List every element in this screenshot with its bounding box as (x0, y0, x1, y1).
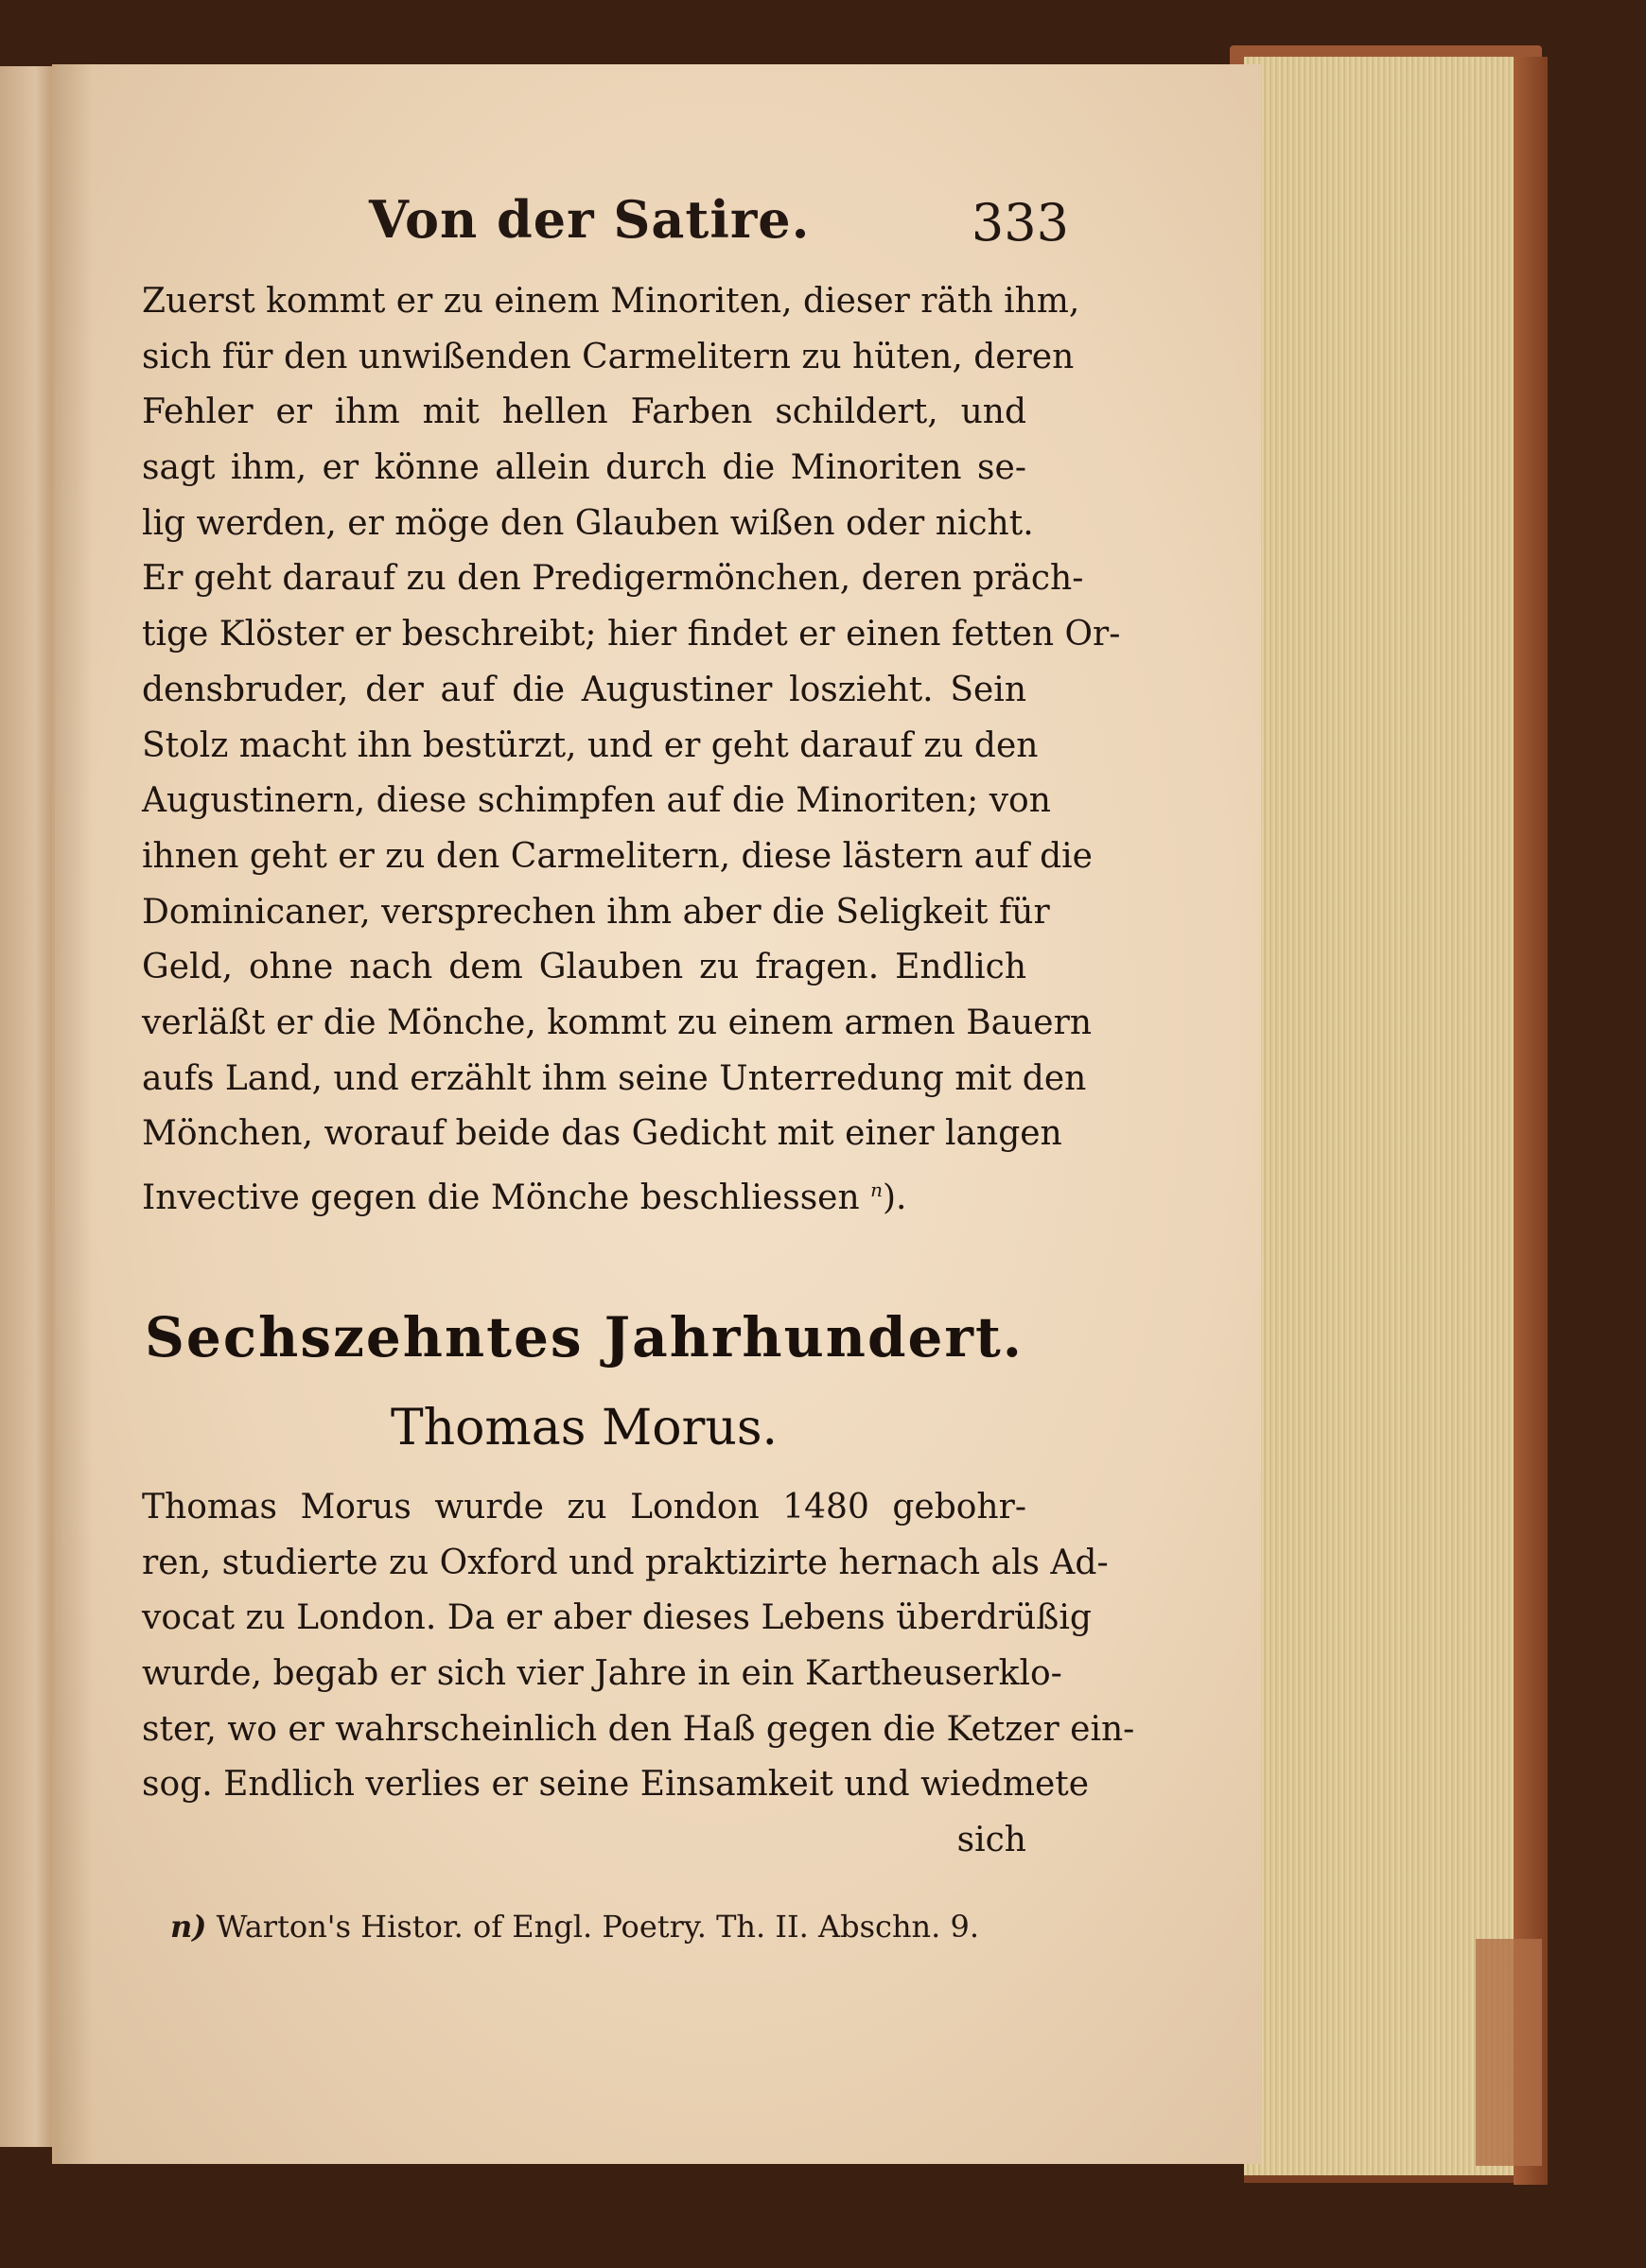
text-line: ster, wo er wahrscheinlich den Haß gegen die Ketzer ein- (142, 1709, 1135, 1749)
text-line-final-punct: ). (883, 1178, 907, 1217)
text-line: lig werden, er möge den Glauben wißen oder nicht. (142, 503, 1034, 543)
text-line: ihnen geht er zu den Carmelitern, diese lästern auf die (142, 836, 1093, 876)
cover-wear-patch (1476, 1939, 1542, 2166)
text-line: Dominicaner, versprechen ihm aber die Seligkeit für (142, 892, 1050, 932)
text-line: Stolz macht ihn bestürzt, und er geht darauf zu den (142, 725, 1039, 765)
text-line-final-text: Invective gegen die Mönche beschliessen (142, 1178, 860, 1217)
text-line: Thomas Morus wurde zu London 1480 gebohr- (142, 1488, 1026, 1527)
text-line: Geld, ohne nach dem Glauben zu fragen. Endlich (142, 948, 1026, 987)
book-cover-edge (1514, 57, 1548, 2185)
page-number: 333 (971, 193, 1069, 253)
paragraph-2 (142, 1480, 1135, 1869)
text-line: tige Klöster er beschreibt; hier findet er einen fetten Or- (142, 615, 1121, 654)
text-line: Mönchen, worauf beide das Gedicht mit einer langen (142, 1114, 1062, 1154)
text-line: sich für den unwißenden Carmelitern zu hüten, deren (142, 337, 1075, 376)
text-line: aufs Land, und erzählt ihm seine Unterredung mit den (142, 1058, 1087, 1098)
text-line: Fehler er ihm mit hellen Farben schildert, und (142, 393, 1026, 432)
page-header (369, 189, 1069, 265)
section-heading: Sechszehntes Jahrhundert. (145, 1305, 1024, 1370)
text-line: vocat zu London. Da er aber dieses Lebens überdrüßig (142, 1598, 1092, 1638)
paragraph-1 (142, 274, 1121, 1218)
running-title: Von der Satire. (369, 189, 811, 250)
text-line: sog. Endlich verlies er seine Einsamkeit und wiedmete (142, 1765, 1090, 1805)
page-block-edges (1244, 57, 1546, 2183)
footnote-text: Warton's Histor. of Engl. Poetry. Th. II. Abschn. 9. (216, 1909, 980, 1945)
text-line: densbruder, der auf die Augustiner loszieht. Sein (142, 670, 1026, 709)
footnote (170, 1909, 1022, 1945)
footnote-marker: n) (170, 1909, 207, 1945)
text-line: ren, studierte zu Oxford und praktizirte hernach als Ad- (142, 1543, 1109, 1582)
catchword: sich (956, 1821, 1026, 1860)
text-line: Augustinern, diese schimpfen auf die Minoriten; von (142, 781, 1051, 821)
text-line: Zuerst kommt er zu einem Minoriten, dieser räth ihm, (142, 282, 1080, 321)
page-gutter-shadow (55, 64, 93, 2164)
text-line: Er geht darauf zu den Predigermönchen, deren präch- (142, 559, 1084, 599)
text-line: verläßt er die Mönche, kommt zu einem armen Bauern (142, 1003, 1093, 1042)
text-line: sagt ihm, er könne allein durch die Minoriten se- (142, 448, 1026, 488)
footnote-reference: n (870, 1178, 884, 1201)
facing-page-edge (0, 66, 59, 2147)
subsection-heading: Thomas Morus. (390, 1400, 779, 1457)
text-line-final (142, 1162, 1026, 1218)
text-line: wurde, begab er sich vier Jahre in ein Kartheuserklo- (142, 1654, 1062, 1694)
